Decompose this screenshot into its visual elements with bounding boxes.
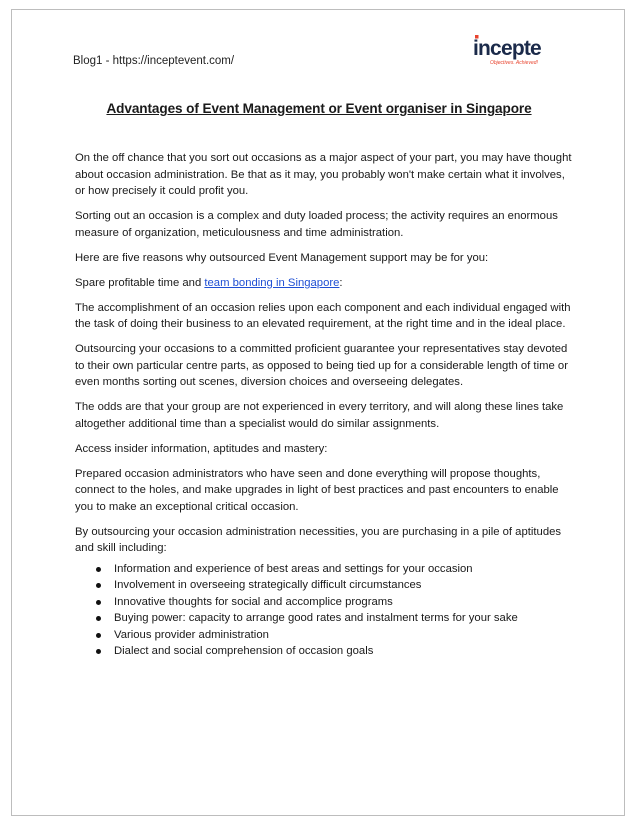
paragraph-1: On the off chance that you sort out occasions as a major aspect of your part, you may have thought about occasion administration. Be that as it may, you probably won't make certain what it involves, or how precisely it could profit you. <box>75 152 572 197</box>
list-item-text: Various provider administration <box>114 628 269 641</box>
list-item-text: Involvement in overseeing strategically difficult circumstances <box>114 579 422 592</box>
list-item-text: Innovative thoughts for social and accomplice programs <box>114 595 393 608</box>
paragraph-4-prefix: Spare profitable time and <box>75 276 205 289</box>
paragraph-5: The accomplishment of an occasion relies upon each component and each individual engaged with the task of doing their business to an elevated requirement, at the right time and in the ideal place. <box>75 301 571 330</box>
bullet-icon <box>96 567 101 572</box>
svg-text:Objectives. Achieved!: Objectives. Achieved! <box>490 60 538 66</box>
paragraph-7: The odds are that your group are not experienced in every territory, and will along these lines take altogether additional time than a specialist would do similar assignments. <box>75 401 564 430</box>
list-item <box>96 594 518 610</box>
paragraph-10: By outsourcing your occasion administration necessities, you are purchasing in a pile of aptitudes and skill including: <box>75 525 562 554</box>
list-item <box>96 577 518 593</box>
list-item <box>96 627 518 643</box>
bullet-icon <box>96 616 101 621</box>
list-item <box>96 610 518 626</box>
paragraph-8: Access insider information, aptitudes and mastery: <box>75 442 328 455</box>
blog-header-url: Blog1 - https://inceptevent.com/ <box>73 55 235 67</box>
page-title: Advantages of Event Management or Event organiser in Singapore <box>106 101 532 116</box>
list-item <box>96 561 518 577</box>
paragraph-4-suffix: : <box>339 276 343 289</box>
skills-list <box>96 561 518 659</box>
article-body <box>75 150 575 565</box>
bullet-icon <box>96 649 101 654</box>
list-item-text: Information and experience of best areas and settings for your occasion <box>114 563 473 575</box>
paragraph-2: Sorting out an occasion is a complex and duty loaded process; the activity requires an enormous measure of organization, meticulousness and time administration. <box>75 210 558 239</box>
list-item-text: Dialect and social comprehension of occasion goals <box>114 645 374 658</box>
paragraph-4 <box>75 275 575 292</box>
team-bonding-link[interactable]: team bonding in Singapore <box>204 276 340 289</box>
paragraph-6: Outsourcing your occasions to a committed proficient guarantee your representatives stay devoted to their own particular centre parts, as opposed to being tied up for a considerable length of time or even months sorting out scenes, diversion choices and overseeing delegates. <box>75 343 568 388</box>
list-item-text: Buying power: capacity to arrange good rates and instalment terms for your sake <box>114 612 518 625</box>
svg-text:incepte: incepte <box>473 37 541 60</box>
incepte-logo <box>472 33 564 67</box>
paragraph-3: Here are five reasons why outsourced Event Management support may be for you: <box>75 251 489 264</box>
bullet-icon <box>96 600 101 605</box>
list-item <box>96 643 518 659</box>
bullet-icon <box>96 583 101 588</box>
paragraph-9: Prepared occasion administrators who have seen and done everything will propose thoughts, connect to the holes, and make upgrades in light of best practices and past encounters to enable you to make an exceptional critical occasion. <box>75 467 559 513</box>
bullet-icon <box>96 633 101 638</box>
